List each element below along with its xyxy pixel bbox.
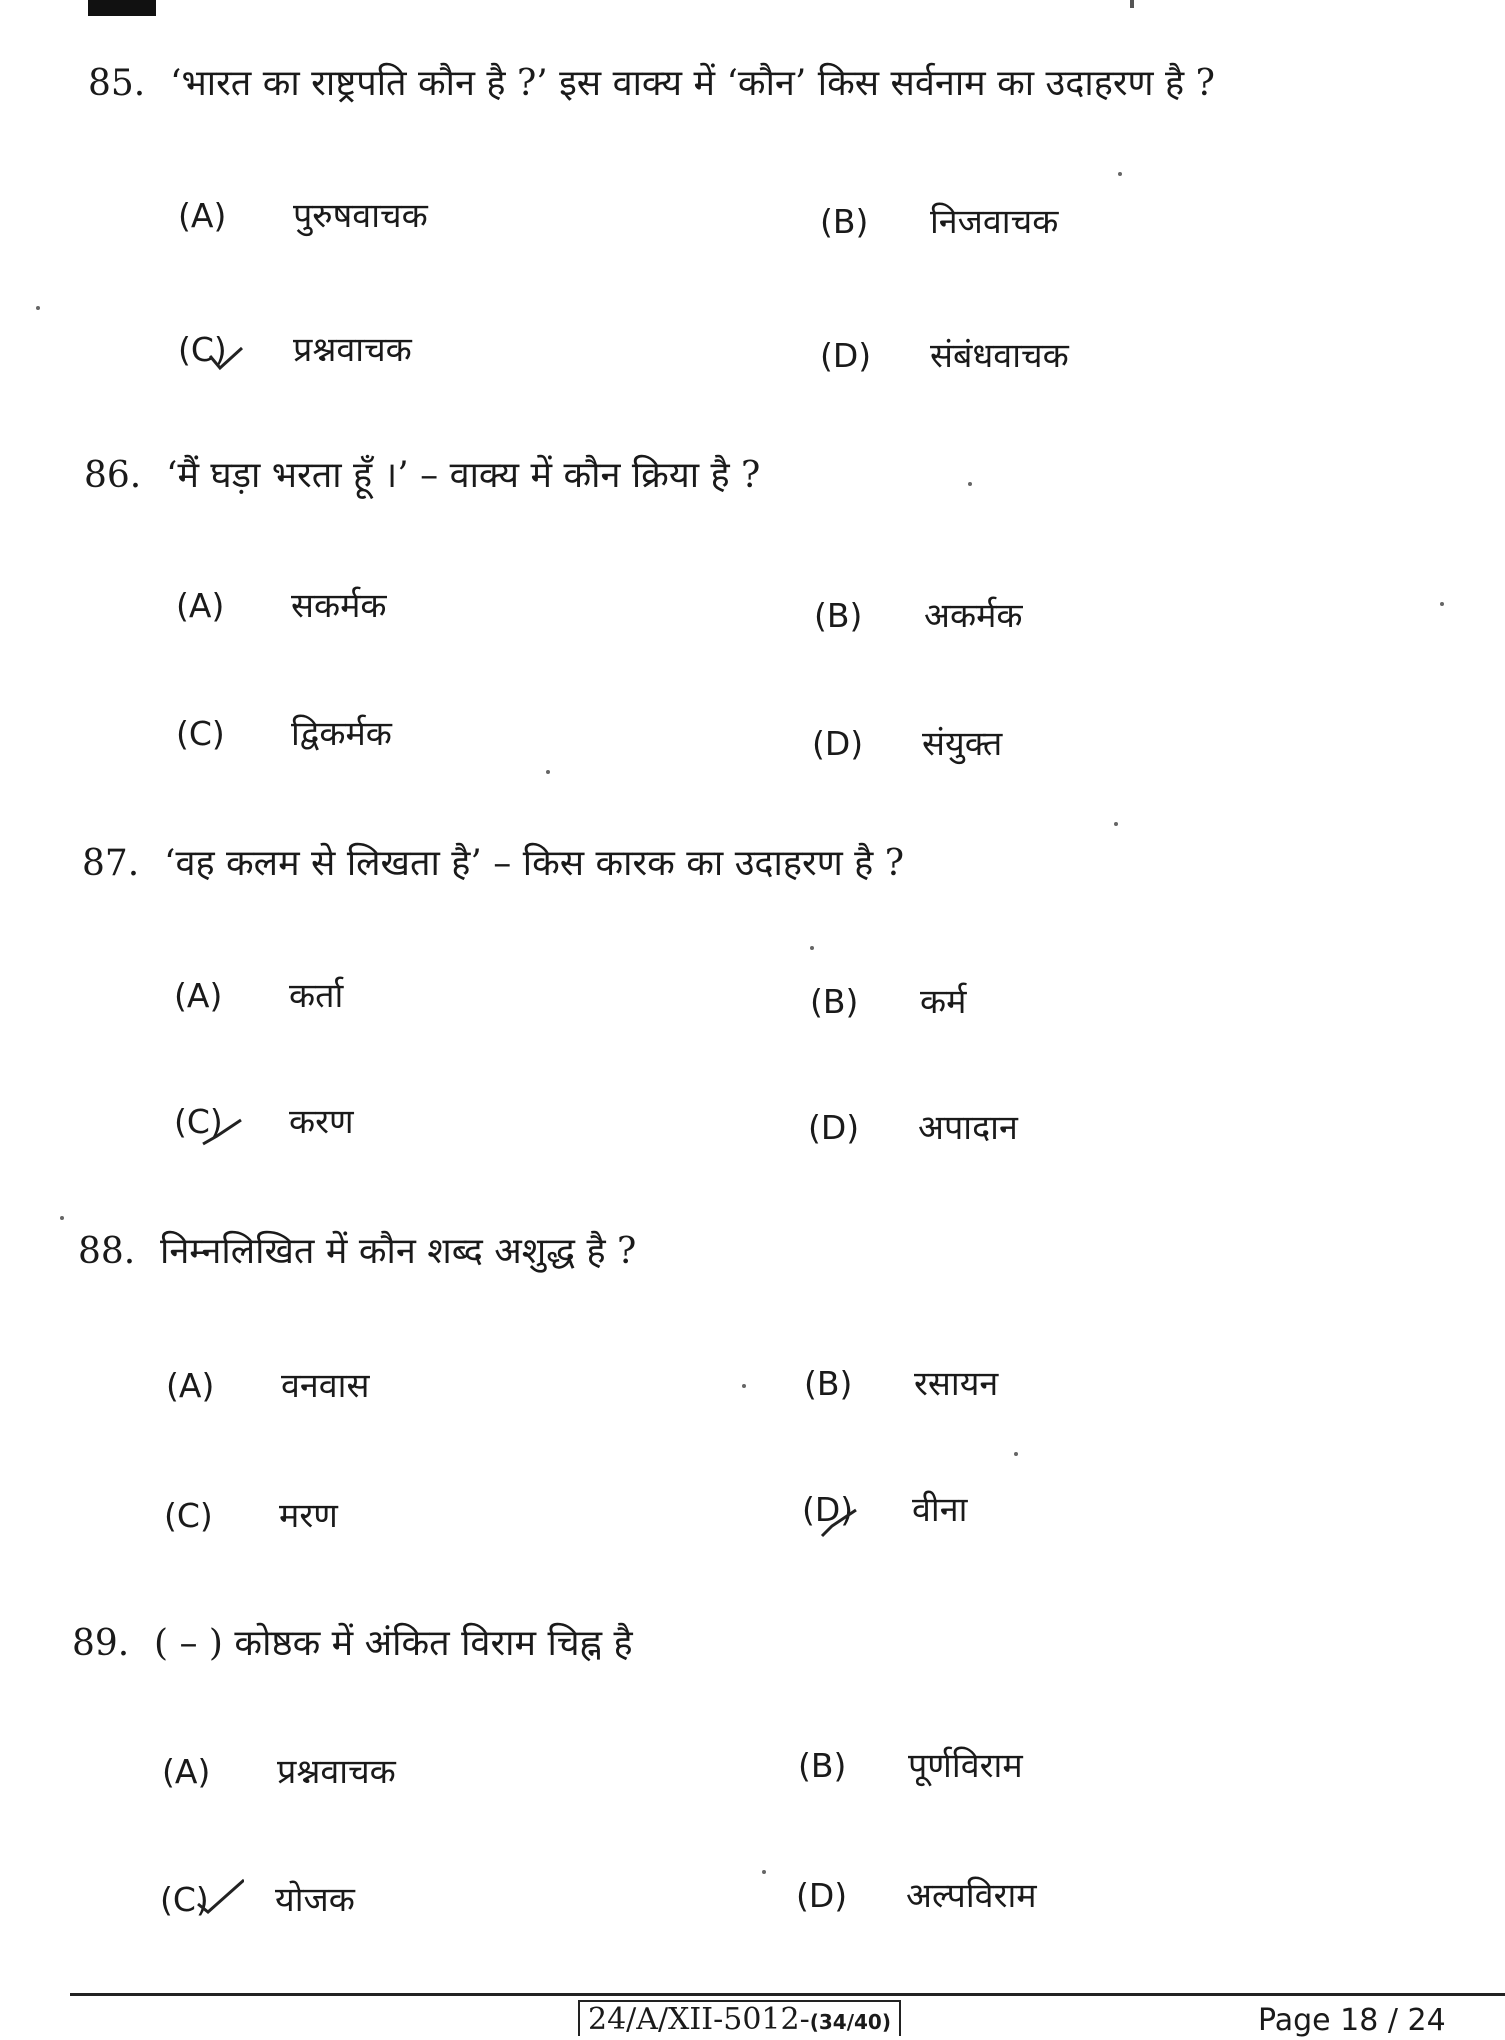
option-text: कर्म bbox=[920, 982, 967, 1022]
question-87-option-c[interactable] bbox=[174, 1100, 354, 1144]
question-number: 86. bbox=[84, 455, 142, 496]
scan-speck bbox=[1118, 172, 1122, 176]
answer-tick-icon bbox=[818, 1502, 860, 1542]
option-letter: (D) bbox=[796, 1876, 848, 1915]
option-text: द्विकर्मक bbox=[291, 714, 392, 754]
scan-speck bbox=[36, 306, 40, 310]
question-85-option-b[interactable] bbox=[820, 200, 1058, 244]
top-edge-mark bbox=[88, 0, 156, 16]
option-letter: (D) bbox=[820, 336, 872, 375]
option-letter: (C) bbox=[160, 1878, 275, 1922]
question-86-option-a[interactable] bbox=[176, 584, 387, 628]
question-89-option-a[interactable] bbox=[162, 1750, 396, 1794]
question-85-option-c[interactable] bbox=[178, 328, 412, 372]
question-text: ‘भारत का राष्ट्रपति कौन है ?’ इस वाक्य में ‘कौन’ किस सर्वनाम का उदाहरण है ? bbox=[170, 63, 1215, 104]
option-text: योजक bbox=[275, 1880, 355, 1920]
answer-tick-icon bbox=[206, 334, 248, 374]
scan-speck bbox=[810, 946, 814, 950]
option-text: रसायन bbox=[914, 1364, 999, 1404]
paper-code bbox=[578, 2000, 901, 2036]
question-88-option-b[interactable] bbox=[804, 1362, 998, 1406]
option-letter: (A) bbox=[176, 586, 225, 625]
option-letter: (D) bbox=[802, 1488, 912, 1532]
question-89-stem bbox=[72, 1622, 633, 1666]
option-letter: (C) bbox=[164, 1496, 213, 1535]
question-87-option-d[interactable] bbox=[808, 1106, 1018, 1150]
question-88-option-a[interactable] bbox=[166, 1364, 369, 1408]
option-text: सकर्मक bbox=[291, 586, 387, 626]
paper-code-suffix: (34/40) bbox=[809, 2010, 891, 2034]
scan-speck bbox=[742, 1384, 746, 1388]
question-text: निम्नलिखित में कौन शब्द अशुद्ध है ? bbox=[160, 1231, 637, 1272]
question-85-stem bbox=[88, 62, 1215, 106]
question-89-option-b[interactable] bbox=[798, 1744, 1023, 1788]
question-85-option-d[interactable] bbox=[820, 334, 1069, 378]
option-text: करण bbox=[289, 1102, 354, 1142]
answer-tick-icon bbox=[190, 1874, 244, 1914]
option-letter: (B) bbox=[820, 202, 869, 241]
page-number: Page 18 / 24 bbox=[1258, 2003, 1446, 2038]
option-letter: (B) bbox=[804, 1364, 853, 1403]
option-text: पूर्णविराम bbox=[908, 1746, 1023, 1786]
scan-speck bbox=[762, 1870, 766, 1874]
option-text: मरण bbox=[279, 1496, 338, 1536]
scan-speck bbox=[60, 1216, 64, 1220]
scan-speck bbox=[1114, 822, 1118, 826]
option-letter: (D) bbox=[812, 724, 864, 763]
scan-speck bbox=[1440, 602, 1444, 606]
option-letter: (B) bbox=[810, 982, 859, 1021]
question-86-option-b[interactable] bbox=[814, 594, 1023, 638]
paper-code-text: 24/A/XII-5012- bbox=[588, 2002, 810, 2037]
option-letter: (D) bbox=[808, 1108, 860, 1147]
question-88-option-d[interactable] bbox=[802, 1488, 967, 1532]
question-number: 87. bbox=[82, 843, 140, 884]
option-text: अल्पविराम bbox=[906, 1876, 1037, 1916]
question-86-option-d[interactable] bbox=[812, 722, 1002, 766]
option-text: संयुक्त bbox=[922, 724, 1003, 764]
option-letter: (A) bbox=[166, 1366, 215, 1405]
option-text: संबंधवाचक bbox=[930, 336, 1069, 376]
answer-tick-icon bbox=[198, 1110, 246, 1150]
question-87-option-b[interactable] bbox=[810, 980, 966, 1024]
question-85-option-a[interactable] bbox=[178, 194, 428, 238]
question-86-option-c[interactable] bbox=[176, 712, 392, 756]
option-text: वीना bbox=[912, 1490, 968, 1530]
question-87-stem bbox=[82, 842, 904, 886]
option-letter: (A) bbox=[162, 1752, 211, 1791]
option-text: पुरुषवाचक bbox=[293, 196, 428, 236]
question-number: 88. bbox=[78, 1231, 136, 1272]
question-87-option-a[interactable] bbox=[174, 974, 343, 1018]
scan-speck bbox=[1014, 1452, 1018, 1456]
option-text: निजवाचक bbox=[930, 202, 1059, 242]
option-text: प्रश्नवाचक bbox=[277, 1752, 396, 1792]
question-number: 85. bbox=[88, 63, 146, 104]
option-letter: (B) bbox=[798, 1746, 847, 1785]
question-88-stem bbox=[78, 1230, 636, 1274]
option-letter: (C) bbox=[176, 714, 225, 753]
scan-speck bbox=[546, 770, 550, 774]
option-letter: (C) bbox=[178, 328, 293, 372]
question-text: ‘वह कलम से लिखता है’ – किस कारक का उदाहरण है ? bbox=[164, 843, 905, 884]
option-text: वनवास bbox=[281, 1366, 370, 1406]
option-text: अकर्मक bbox=[924, 596, 1023, 636]
question-text: ( – ) कोष्ठक में अंकित विराम चिह्न है bbox=[154, 1623, 633, 1664]
option-text: प्रश्नवाचक bbox=[293, 330, 412, 370]
question-88-option-c[interactable] bbox=[164, 1494, 338, 1538]
scan-speck bbox=[968, 482, 972, 486]
question-number: 89. bbox=[72, 1623, 130, 1664]
question-text: ‘मैं घड़ा भरता हूँ ।’ – वाक्य में कौन क्रिया है ? bbox=[166, 455, 761, 496]
option-text: अपादान bbox=[918, 1108, 1018, 1148]
option-text: कर्ता bbox=[289, 976, 344, 1016]
footer-rule bbox=[70, 1993, 1505, 1996]
option-letter: (A) bbox=[178, 196, 227, 235]
top-edge-tick bbox=[1130, 0, 1134, 8]
question-89-option-d[interactable] bbox=[796, 1874, 1037, 1918]
option-letter: (B) bbox=[814, 596, 863, 635]
option-letter: (A) bbox=[174, 976, 223, 1015]
option-letter: (C) bbox=[174, 1100, 289, 1144]
question-86-stem bbox=[84, 454, 760, 498]
question-89-option-c[interactable] bbox=[160, 1878, 355, 1922]
